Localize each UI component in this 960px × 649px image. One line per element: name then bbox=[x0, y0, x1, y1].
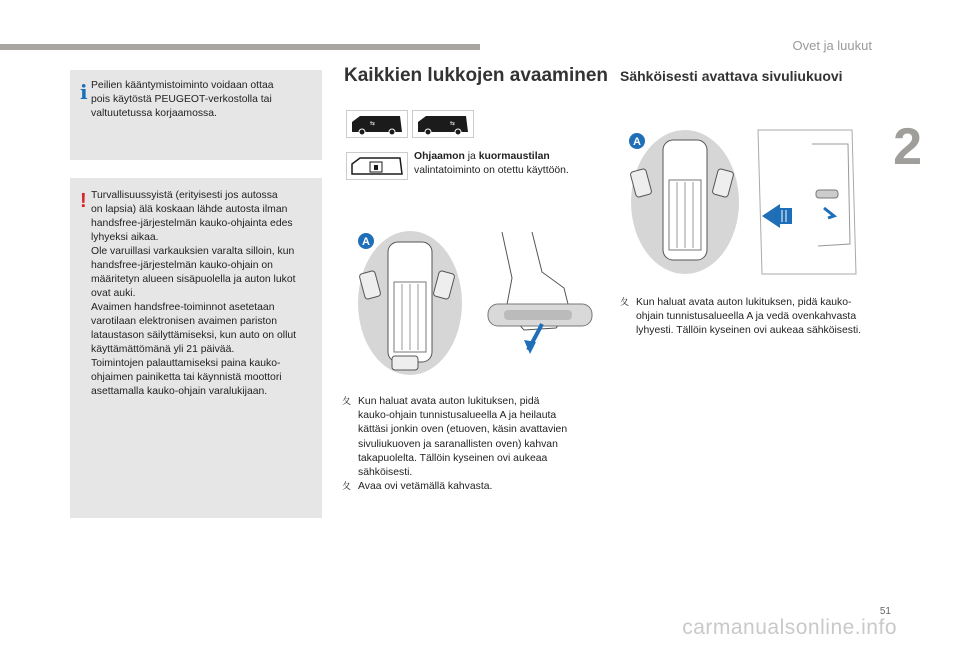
sliding-door-figure bbox=[752, 124, 862, 284]
hand-handle-figure bbox=[484, 232, 596, 360]
selection-caption bbox=[414, 150, 594, 178]
info-line: valtuutetussa korjaamossa. bbox=[91, 108, 217, 119]
warning-line: handsfree-järjestelmän kauko-ohjain on bbox=[91, 260, 273, 271]
bullet-line: ohjain tunnistusalueella A ja vedä ovenkahvasta bbox=[636, 311, 857, 323]
info-line: pois käytöstä PEUGEOT-verkostolla tai bbox=[91, 94, 272, 105]
warning-line: käyttämättömänä yli 21 päivää. bbox=[91, 344, 235, 355]
van-lock-icon bbox=[346, 152, 408, 180]
bullet-line: takapuolelta. Tällöin kyseinen ovi aukeaa bbox=[358, 452, 548, 464]
bullet-marker: ⼡ bbox=[342, 482, 352, 493]
zone-label-a-2: A bbox=[633, 136, 641, 148]
warning-line: on lapsia) älä koskaan lähde autosta ilman bbox=[91, 204, 288, 215]
warning-line: Ole varuillasi varkauksien varalta silloin, kun bbox=[91, 246, 295, 257]
warning-line: määritetyn alueen sisäpuolella ja auton lukot bbox=[91, 274, 296, 285]
warning-text bbox=[91, 189, 314, 399]
unlock-all-heading: Kaikkien lukkojen avaaminen bbox=[344, 65, 609, 86]
caption-bold-cab: Ohjaamon bbox=[414, 151, 465, 162]
warning-line: varotilaan elektronisen avaimen pariston bbox=[91, 316, 277, 327]
bullet-line: Kun haluat avata auton lukituksen, pidä kauko- bbox=[636, 297, 852, 308]
caption-line2: valintatoiminto on otettu käyttöön. bbox=[414, 165, 569, 176]
bullet-line: Kun haluat avata auton lukituksen, pidä bbox=[358, 396, 540, 407]
info-line: Peilien kääntymistoiminto voidaan ottaa bbox=[91, 80, 274, 91]
section-title: Ovet ja luukut bbox=[792, 38, 872, 53]
chapter-number: 2 bbox=[893, 118, 922, 176]
caption-bold-load: kuormaustilan bbox=[478, 151, 550, 162]
bullet-line: Avaa ovi vetämällä kahvasta. bbox=[358, 481, 493, 493]
bullet-item bbox=[620, 296, 880, 339]
bullet-line: lyhyesti. Tällöin kyseinen ovi aukeaa sähköisesti. bbox=[636, 325, 862, 337]
warning-line: Turvallisuussyistä (erityisesti jos autossa bbox=[91, 190, 278, 201]
detection-zone-figure bbox=[352, 228, 464, 378]
bullet-line: sähköisesti. bbox=[358, 467, 413, 479]
bullet-line: sivuliukuoven ja saranallisten oven) kahvan bbox=[358, 438, 558, 450]
bullet-line: kättäsi jonkin oven (etuoven, käsin avattavien bbox=[358, 424, 568, 436]
bullet-marker: ⼡ bbox=[620, 298, 630, 308]
sliding-zone-figure bbox=[625, 124, 745, 274]
svg-text:⇆: ⇆ bbox=[450, 120, 456, 127]
warning-line: ovat auki. bbox=[91, 288, 136, 299]
warning-line: Toimintojen palauttamiseksi paina kauko- bbox=[91, 358, 281, 369]
zone-label-a: A bbox=[362, 236, 370, 248]
bullet-item bbox=[342, 480, 592, 494]
info-icon: i bbox=[80, 80, 88, 104]
caption-connector: ja bbox=[464, 151, 479, 162]
bullet-line: kauko-ohjain tunnistusalueella A ja heilauta bbox=[358, 410, 557, 422]
unlock-all-instructions bbox=[342, 395, 592, 494]
warning-line: asettamalla kauko-ohjain varalukijaan. bbox=[91, 386, 268, 397]
warning-line: handsfree-järjestelmän kauko-ohjainta edes bbox=[91, 218, 293, 229]
sliding-door-heading: Sähköisesti avattava sivuliukuovi bbox=[620, 68, 843, 84]
warning-box bbox=[70, 178, 322, 518]
svg-text:⇆: ⇆ bbox=[370, 120, 376, 127]
warning-line: lyhyeksi aikaa. bbox=[91, 232, 159, 243]
info-box bbox=[70, 70, 322, 160]
warning-line: lataustason säilyttämiseksi, kun auto on ollut bbox=[91, 330, 297, 341]
bullet-item bbox=[342, 395, 592, 480]
van-front-cab-icon bbox=[346, 110, 408, 138]
info-text bbox=[91, 79, 314, 121]
van-rear-load-icon bbox=[412, 110, 474, 138]
warning-line: Avaimen handsfree-toiminnot asetetaan bbox=[91, 302, 275, 313]
bullet-marker: ⼡ bbox=[342, 397, 352, 407]
warning-icon: ! bbox=[80, 190, 87, 212]
header-rule bbox=[0, 44, 480, 50]
sliding-door-instructions bbox=[620, 296, 880, 339]
watermark: carmanualsonline.info bbox=[682, 616, 897, 639]
page-number: 51 bbox=[879, 606, 891, 617]
warning-line: ohjaimen painiketta tai käynnistä moottori bbox=[91, 372, 282, 383]
